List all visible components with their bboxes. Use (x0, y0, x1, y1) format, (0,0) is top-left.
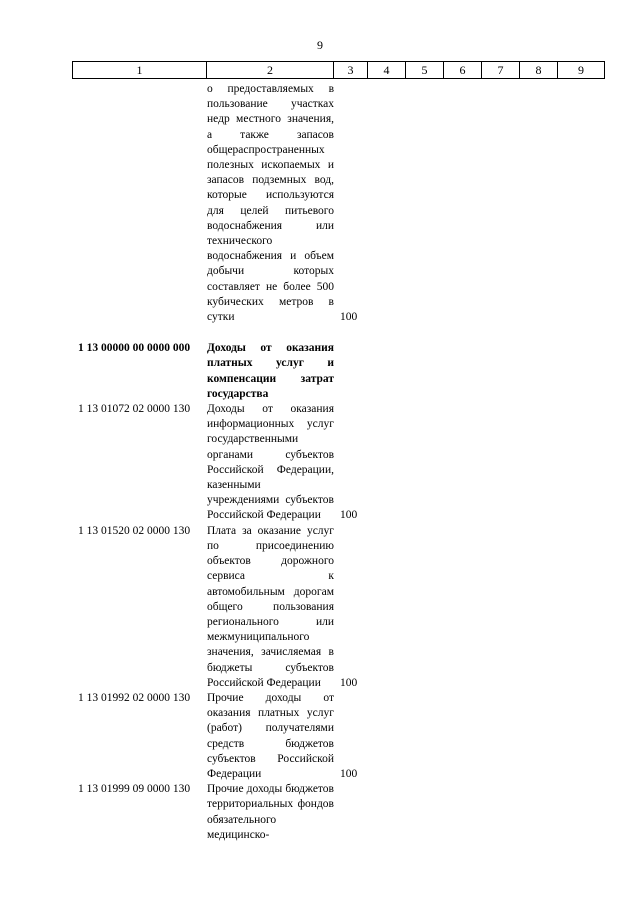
row-name: Доходы от оказания информационных услуг государственными органами субъектов Российской Федерации, казенными учреждениями субъектов Российской Федерации (207, 403, 334, 522)
row-code: 1 13 00000 00 0000 000 (78, 342, 191, 355)
table-row (72, 402, 604, 524)
column-header-table (72, 61, 605, 79)
table-row (72, 82, 604, 325)
table-row (72, 341, 604, 402)
table-row (72, 524, 604, 691)
row-code: 1 13 01992 02 0000 130 (78, 691, 191, 704)
row-name: Плата за оказание услуг по присоединению объектов дорожного сервиса к автомобильным дорогам общего пользования регионального или межмуниципального значения, зачисляемая в бюджеты субъектов Российской Федерации (207, 524, 334, 689)
row-amount: 100 (340, 311, 358, 324)
column-header-9: 9 (558, 62, 605, 79)
row-amount: 100 (340, 767, 358, 780)
budget-rows (72, 82, 604, 843)
row-code: 1 13 01072 02 0000 130 (78, 403, 191, 416)
column-header-3: 3 (334, 62, 368, 79)
table-row (72, 782, 604, 843)
row-name: Прочие доходы бюджетов территориальных фондов обязательного медицинско- (207, 783, 334, 841)
column-header-2: 2 (207, 62, 334, 79)
column-header-8: 8 (520, 62, 558, 79)
row-name: Доходы от оказания платных услуг и компенсации затрат государства (207, 342, 334, 400)
column-header-6: 6 (444, 62, 482, 79)
column-header-1: 1 (73, 62, 207, 79)
row-amount: 100 (340, 509, 358, 522)
table-row (72, 691, 604, 782)
column-header-4: 4 (368, 62, 406, 79)
column-header-5: 5 (406, 62, 444, 79)
row-name: о предоставляемых в пользование участках недр местного значения, а также запасов общераспространенных полезных ископаемых и запасов подземных вод, которые используются для целей питьевого водоснабжения или технического водоснабжения и объем добычи которых составляет не более 500 кубических метров в сутки (207, 83, 334, 324)
column-header-7: 7 (482, 62, 520, 79)
row-code: 1 13 01520 02 0000 130 (78, 524, 191, 537)
row-amount: 100 (340, 676, 358, 689)
row-code: 1 13 01999 09 0000 130 (78, 783, 191, 796)
page-number: 9 (317, 38, 323, 52)
row-name: Прочие доходы от оказания платных услуг (работ) получателями средств бюджетов субъектов Российской Федерации (207, 691, 334, 780)
